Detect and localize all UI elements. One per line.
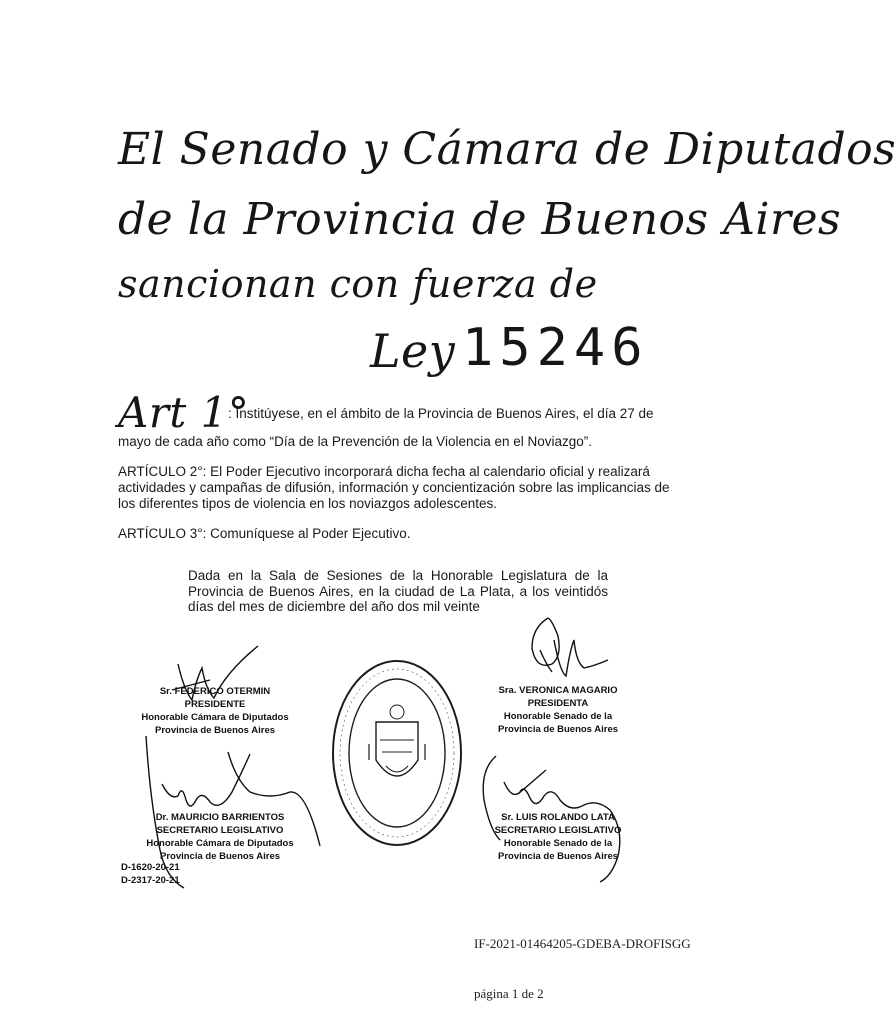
signatory-name: Sr. FEDERICO OTERMIN bbox=[159, 686, 271, 697]
signatory-magario bbox=[488, 684, 628, 736]
signatory-role: SECRETARIO LEGISLATIVO bbox=[156, 825, 284, 836]
header-line-provincia: de la Provincia de Buenos Aires bbox=[118, 194, 842, 245]
signatory-role: PRESIDENTE bbox=[184, 699, 246, 710]
signatory-body: Provincia de Buenos Aires bbox=[154, 725, 276, 736]
ley-label: Ley bbox=[370, 324, 456, 378]
signatory-lata bbox=[488, 811, 628, 863]
expediente-number: D-2317-20-21 bbox=[121, 875, 180, 886]
signature-magario bbox=[532, 618, 608, 676]
signatory-body: Honorable Cámara de Diputados bbox=[146, 838, 294, 849]
signatory-body: Provincia de Buenos Aires bbox=[497, 724, 619, 735]
signatory-role: SECRETARIO LEGISLATIVO bbox=[494, 825, 622, 836]
article-3-text: ARTÍCULO 3°: Comuníquese al Poder Ejecutivo. bbox=[118, 526, 411, 541]
header-line-senado: El Senado y Cámara de Diputados bbox=[118, 124, 896, 175]
signatory-body: Honorable Senado de la bbox=[503, 711, 613, 722]
article-1-text-line-2: mayo de cada año como “Día de la Prevención de la Violencia en el Noviazgo”. bbox=[118, 434, 593, 449]
seal-stamp bbox=[333, 661, 461, 845]
page-number: página 1 de 2 bbox=[474, 986, 544, 1001]
article-2-text: ARTÍCULO 2°: El Poder Ejecutivo incorporará dicha fecha al calendario oficial y realizará actividades y campañas de difusión, información y concientización sobre las implicancias de los diferentes tipos de violencia en los noviazgos adolescentes. bbox=[118, 464, 670, 511]
signatory-body: Provincia de Buenos Aires bbox=[497, 851, 619, 862]
signatory-otermin bbox=[130, 685, 300, 737]
header-line-sancionan: sancionan con fuerza de bbox=[118, 262, 598, 306]
signatory-name: Dr. MAURICIO BARRIENTOS bbox=[155, 812, 285, 823]
signatory-body: Honorable Cámara de Diputados bbox=[141, 712, 289, 723]
signatory-role: PRESIDENTA bbox=[527, 698, 589, 709]
document-id: IF-2021-01464205-GDEBA-DROFISGG bbox=[474, 936, 691, 951]
ley-number: 15246 bbox=[462, 318, 649, 378]
article-1-text-line-1: : Institúyese, en el ámbito de la Provincia de Buenos Aires, el día 27 de bbox=[228, 406, 654, 421]
expediente-number: D-1620-20-21 bbox=[121, 862, 180, 873]
article-1-heading: Art 1° bbox=[118, 388, 250, 437]
signatory-name: Sr. LUIS ROLANDO LATA bbox=[501, 812, 615, 823]
signatory-body: Honorable Senado de la bbox=[503, 838, 613, 849]
signatory-body: Provincia de Buenos Aires bbox=[159, 851, 281, 862]
dada-paragraph: Dada en la Sala de Sesiones de la Honorable Legislatura de la Provincia de Buenos Aires, en la ciudad de La Plata, a los veintidós días del mes de diciembre del año dos mil veinte bbox=[188, 568, 608, 614]
signatory-barrientos bbox=[130, 811, 310, 863]
signatory-name: Sra. VERONICA MAGARIO bbox=[498, 685, 618, 696]
